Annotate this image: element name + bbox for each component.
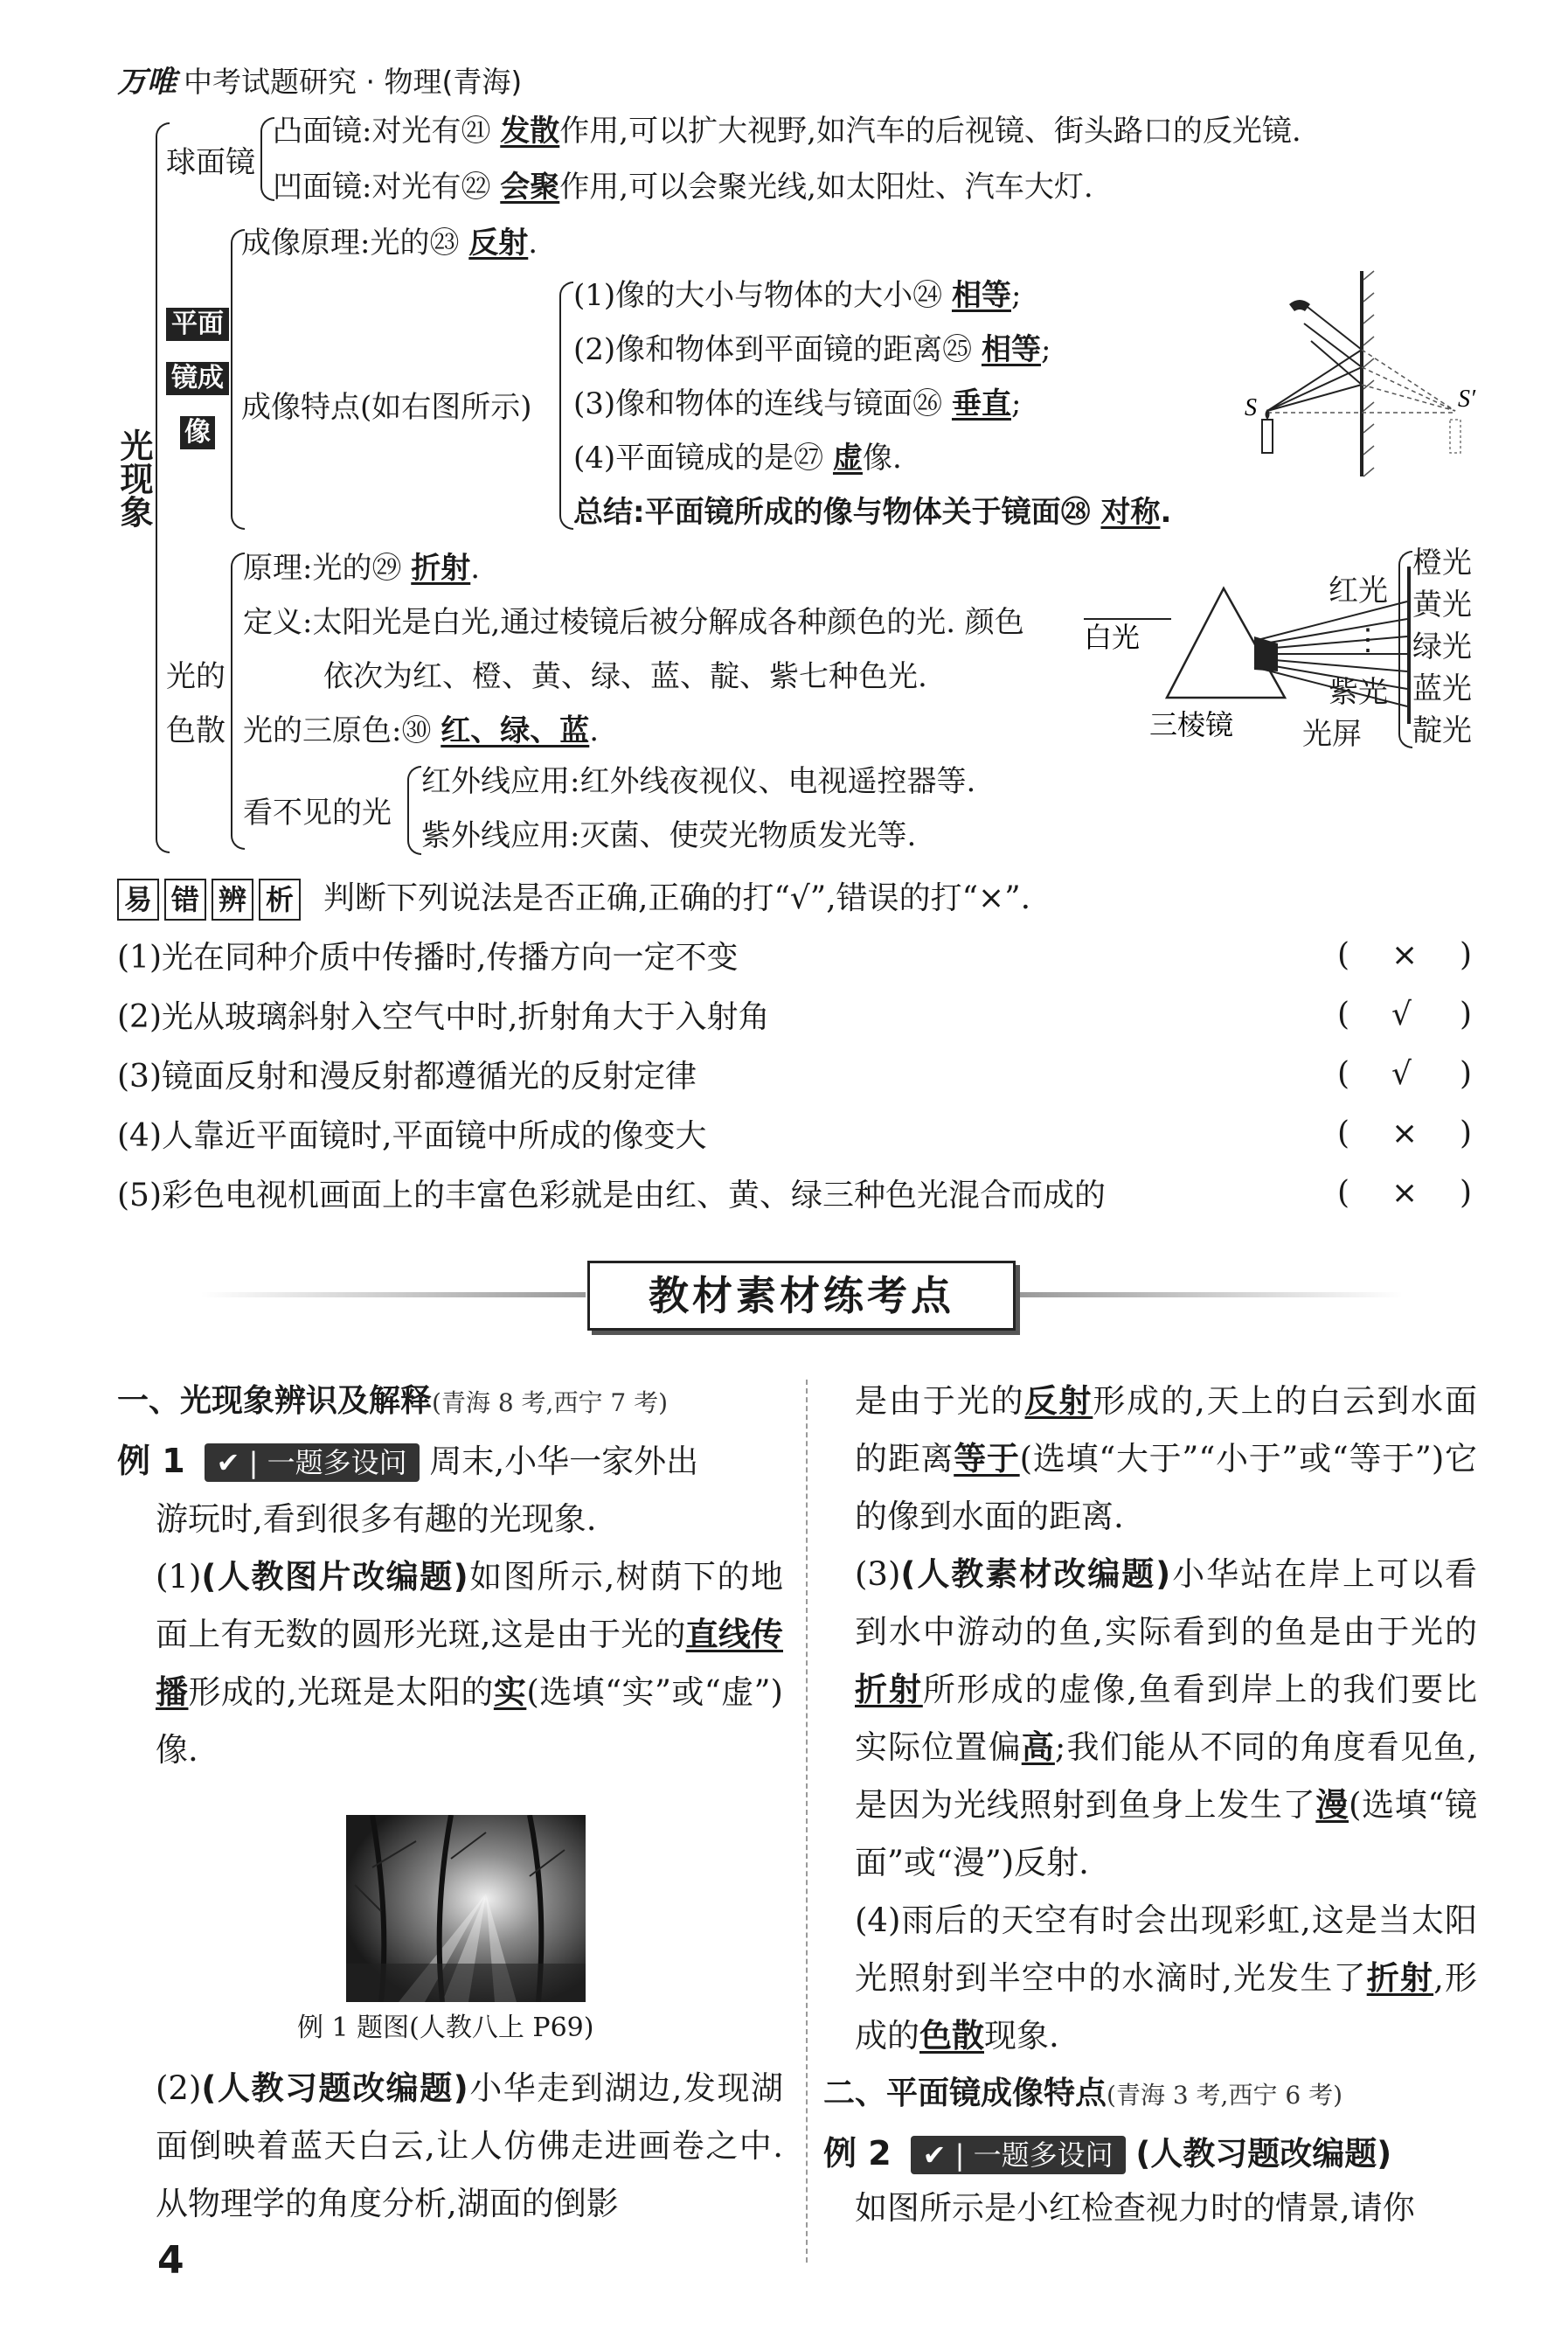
- ultraviolet-use: 紫外线应用:灭菌、使荧光物质发光等.: [421, 818, 917, 853]
- question-2: (2)(人教习题改编题)小华走到湖边,发现湖面倒映着蓝天白云,让人仿佛走进画卷之中. 从物理学的角度分析,湖面的倒影: [156, 2069, 783, 2222]
- banner-line-right: [1018, 1292, 1403, 1297]
- dispersion-label-1: 光的: [166, 659, 225, 694]
- dispersion-definition-1: 定义:太阳光是白光,通过棱镜后被分解成各种颜色的光. 颜色: [243, 605, 1024, 640]
- feature-2: (2)像和物体到平面镜的距离㉕ 相等;: [573, 332, 1051, 367]
- feature-1: (1)像的大小与物体的大小㉔ 相等;: [573, 278, 1022, 313]
- answer-paren: ): [1460, 1056, 1473, 1092]
- section-1-title: 一、光现象辨识及解释: [117, 1383, 433, 1419]
- features-brace: [559, 282, 573, 530]
- section-2-note: (青海 3 考,西宁 6 考): [1107, 2081, 1343, 2110]
- plane-mirror-label-3: 像: [180, 416, 215, 449]
- brand-logo: 万唯: [117, 65, 177, 100]
- image-s-prime-label: S′: [1458, 386, 1476, 413]
- answer-mark: √: [1391, 997, 1412, 1032]
- example-1-intro-2: 游玩时,看到很多有趣的光现象.: [156, 1500, 597, 1538]
- answer-paren: (: [1337, 937, 1350, 973]
- violet-light-label: 紫光: [1329, 675, 1388, 710]
- question-1: (1)(人教图片改编题)如图所示,树荫下的地面上有无数的圆形光斑,这是由于光的直线传播形成的,光斑是太阳的实(选填“实”或“虚”)像.: [156, 1558, 783, 1769]
- invisible-light-label: 看不见的光: [243, 796, 392, 831]
- example-1-intro: 周末,小华一家外出: [429, 1443, 699, 1480]
- mistake-tag-char: 错: [164, 879, 206, 921]
- source-s-label: S: [1245, 394, 1257, 421]
- infrared-use: 红外线应用:红外线夜视仪、电视遥控器等.: [421, 764, 976, 799]
- section-1-note: (青海 8 考,西宁 7 考): [432, 1388, 668, 1417]
- color-green: 绿光: [1412, 629, 1472, 664]
- answer-mark: √: [1391, 1056, 1412, 1092]
- concave-mirror-line: 凹面镜:对光有㉒ 会聚作用,可以会聚光线,如太阳灶、汽车大灯.: [273, 170, 1093, 205]
- mistake-instruction: 判断下列说法是否正确,正确的打“√”,错误的打“×”.: [323, 880, 1031, 916]
- answer-mark: ×: [1391, 937, 1419, 973]
- invisible-brace: [407, 766, 421, 855]
- convex-mirror-line: 凸面镜:对光有㉑ 发散作用,可以扩大视野,如汽车的后视镜、街头路口的反光镜.: [273, 114, 1301, 149]
- white-light-label: 白光: [1084, 621, 1141, 654]
- example-2-source: (人教习题改编题): [1135, 2135, 1392, 2173]
- root-label: 光现象: [114, 428, 153, 528]
- example-1-label: 例 1: [117, 1442, 185, 1480]
- dispersion-definition-2: 依次为红、橙、黄、绿、蓝、靛、紫七种色光.: [323, 659, 927, 694]
- feature-4: (4)平面镜成的是㉗ 虚像.: [573, 441, 902, 476]
- primary-colors: 光的三原色:㉚ 红、绿、蓝.: [243, 713, 600, 748]
- right-column: [855, 1373, 1477, 2065]
- figure-caption: 例 1 题图(人教八上 P69): [297, 2013, 594, 2043]
- section-2-title: 二、平面镜成像特点: [823, 2075, 1107, 2111]
- plane-features-label: 成像特点(如右图所示): [241, 390, 532, 425]
- plane-principle: 成像原理:光的㉓ 反射.: [241, 226, 538, 261]
- answer-mark: ×: [1391, 1116, 1419, 1151]
- color-blue: 蓝光: [1412, 671, 1472, 706]
- page-number: 4: [157, 2238, 184, 2283]
- header-title: 中考试题研究 · 物理(青海): [184, 65, 523, 99]
- dispersion-principle: 原理:光的㉙ 折射.: [243, 551, 481, 586]
- mistake-tag: [117, 879, 301, 921]
- answer-paren: (: [1337, 997, 1350, 1032]
- mistake-tag-char: 辨: [212, 879, 253, 921]
- example-2-intro: 如图所示是小红检查视力时的情景,请你: [855, 2189, 1415, 2227]
- question-3: (3)(人教素材改编题)小华站在岸上可以看到水中游动的鱼,实际看到的鱼是由于光的折射所形成的虚像,鱼看到岸上的我们要比实际位置偏高;我们能从不同的角度看见鱼,是因为光线照射到鱼身上发生了漫(选填“镜面”或“漫”)反射.: [855, 1555, 1478, 1881]
- mistake-item: (5)彩色电视机画面上的丰富色彩就是由红、黄、绿三种色光混合而成的: [117, 1178, 1106, 1213]
- column-divider: [806, 1380, 808, 2263]
- plane-brace: [231, 229, 245, 530]
- prism-label: 三棱镜: [1149, 708, 1234, 741]
- forest-sunbeam-photo: [346, 1815, 586, 2002]
- mistake-item: (4)人靠近平面镜时,平面镜中所成的像变大: [117, 1118, 707, 1154]
- example-2-heading: [823, 2124, 1391, 2183]
- section-2-heading: [823, 2065, 1343, 2124]
- plane-mirror-label-2: 镜成: [166, 362, 229, 395]
- answer-paren: ): [1460, 1175, 1473, 1211]
- mistake-item: (3)镜面反射和漫反射都遵循光的反射定律: [117, 1059, 697, 1095]
- color-yellow: 黄光: [1412, 588, 1472, 622]
- banner-title: 教材素材练考点: [587, 1261, 1016, 1331]
- plane-mirror-label-1: 平面: [166, 308, 229, 341]
- answer-paren: (: [1337, 1175, 1350, 1211]
- multi-question-tag: ✔ | 一题多设问: [911, 2136, 1126, 2174]
- mistake-tag-char: 易: [117, 879, 159, 921]
- color-orange: 橙光: [1412, 546, 1472, 581]
- answer-mark: ×: [1391, 1175, 1419, 1211]
- feature-summary: 总结:平面镜所成的像与物体关于镜面㉘ 对称.: [573, 495, 1172, 530]
- mistake-tag-char: 析: [259, 879, 301, 921]
- red-light-label: 红光: [1329, 574, 1388, 608]
- multi-question-tag: ✔ | 一题多设问: [205, 1443, 420, 1482]
- plane-mirror-diagram: [1241, 262, 1495, 481]
- question-4: (4)雨后的天空有时会出现彩虹,这是当太阳光照射到半空中的水滴时,光发生了折射,形成的色散现象.: [855, 1902, 1478, 2055]
- mistake-item: (1)光在同种介质中传播时,传播方向一定不变: [117, 940, 739, 976]
- example-1-body: [117, 1491, 783, 1779]
- example-2-label: 例 2: [823, 2134, 892, 2173]
- answer-paren: (: [1337, 1056, 1350, 1092]
- answer-paren: ): [1460, 997, 1473, 1032]
- dispersion-label-2: 色散: [166, 713, 225, 748]
- answer-paren: ): [1460, 1116, 1473, 1151]
- answer-paren: ): [1460, 937, 1473, 973]
- colors-brace: [1398, 551, 1412, 748]
- color-indigo: 靛光: [1412, 713, 1472, 748]
- mistake-item: (2)光从玻璃斜射入空气中时,折射角大于入射角: [117, 999, 770, 1035]
- banner-line-left: [201, 1292, 586, 1297]
- ellipsis-dots: ⋮: [1353, 622, 1383, 657]
- left-column: [117, 1373, 783, 1779]
- screen-label: 光屏: [1302, 717, 1362, 752]
- answer-paren: (: [1337, 1116, 1350, 1151]
- feature-3: (3)像和物体的连线与镜面㉖ 垂直;: [573, 386, 1022, 421]
- question-2-continued: 是由于光的反射形成的,天上的白云到水面的距离等于(选填“大于”“小于”或“等于”)它的像到水面的距离.: [855, 1382, 1478, 1535]
- sphere-mirror-label: 球面镜: [166, 145, 255, 180]
